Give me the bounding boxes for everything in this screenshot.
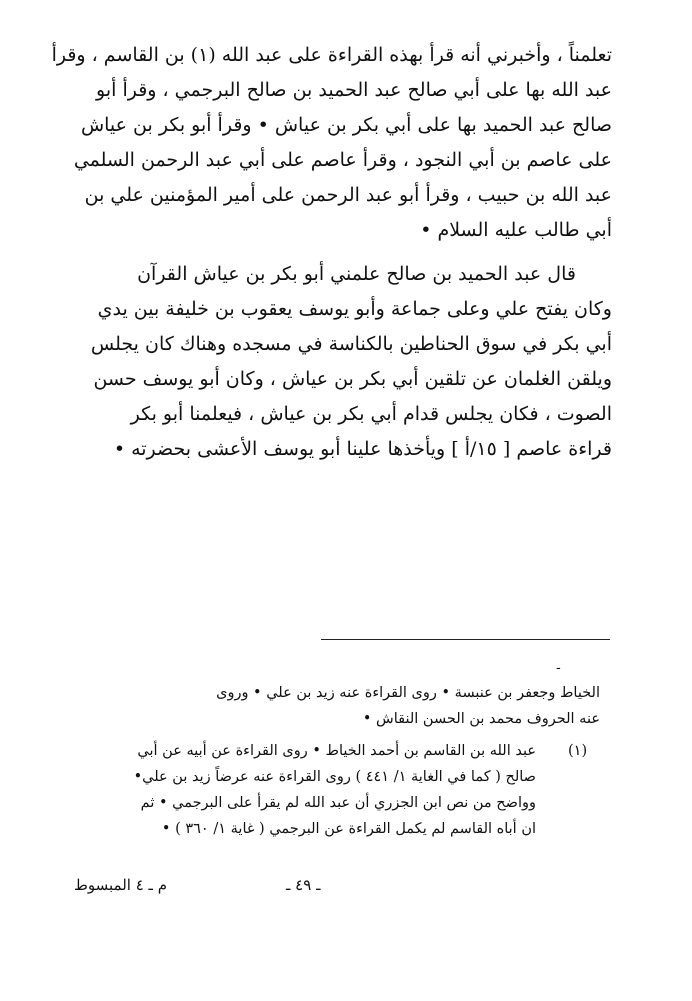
text-line: على عاصم بن أبي النجود ، وقرأ عاصم على أبي عبد الرحمن السلمي [73,149,612,171]
text-line: ويلقن الغلمان عن تلقين أبي بكر بن عياش ، وكان أبو يوسف حسن [93,368,612,390]
text-line: قراءة عاصم [ ١٥/أ ] ويأخذها علينا أبو يوسف الأعشى بحضرته • [113,438,612,460]
printer-signature: م ـ ٤ المبسوط [74,876,167,894]
footnote-line: الخياط وجعفر بن عنبسة • روى القراءة عنه زيد بن علي • وروى [216,685,600,701]
text-line: عبد الله بن حبيب ، وقرأ أبو عبد الرحمن على أمير المؤمنين علي بن [84,184,612,206]
text-line: وكان يفتح علي وعلى جماعة وأبو يوسف يعقوب بن خليفة بين يدي [97,298,612,320]
footnote-line: ان أباه القاسم لم يكمل القراءة عن البرجمي ( غاية ١/ ٣٦٠ ) • [161,821,536,837]
footnote-1 [60,738,536,842]
footnote-continuation [60,680,600,732]
body-paragraph-1 [51,38,612,248]
footnote-separator [321,639,610,640]
body-paragraph-2 [74,257,612,467]
footnote-number: (١) [568,743,588,759]
footnote-line: صالح ( كما في الغاية ١/ ٤٤١ ) روى القراءة عنه عرضاً زيد بن علي• [133,769,536,785]
text-line: أبي طالب عليه السلام • [420,219,612,241]
text-line: عبد الله بها على أبي صالح عبد الحميد بن صالح البرجمي ، وقرأ أبو [96,79,612,101]
footnote-continuation-marker: - [556,660,561,676]
footnote-line: عبد الله بن القاسم بن أحمد الخياط • روى القراءة عن أبيه عن أبي [137,743,536,759]
text-line: صالح عبد الحميد بها على أبي بكر بن عياش • وقرأ أبو بكر بن عياش [80,114,612,136]
page-number: ـ ٤٩ ـ [286,876,321,894]
text-line: أبي بكر في سوق الحناطين بالكناسة في مسجده وهناك كان يجلس [90,333,612,355]
text-line: الصوت ، فكان يجلس قدام أبي بكر بن عياش ، فيعلمنا أبو بكر [130,403,612,425]
text-line: تعلمناً ، وأخبرني أنه قرأ بهذه القراءة على عبد الله (١) بن القاسم ، وقرأ [51,44,612,66]
footnote-line: عنه الحروف محمد بن الحسن النقاش • [362,711,600,727]
text-line: قال عبد الحميد بن صالح علمني أبو بكر بن عياش القرآن [137,263,576,285]
footnote-line: وواضح من نص ابن الجزري أن عبد الله لم يقرأ على البرجمي • ثم [140,795,536,811]
